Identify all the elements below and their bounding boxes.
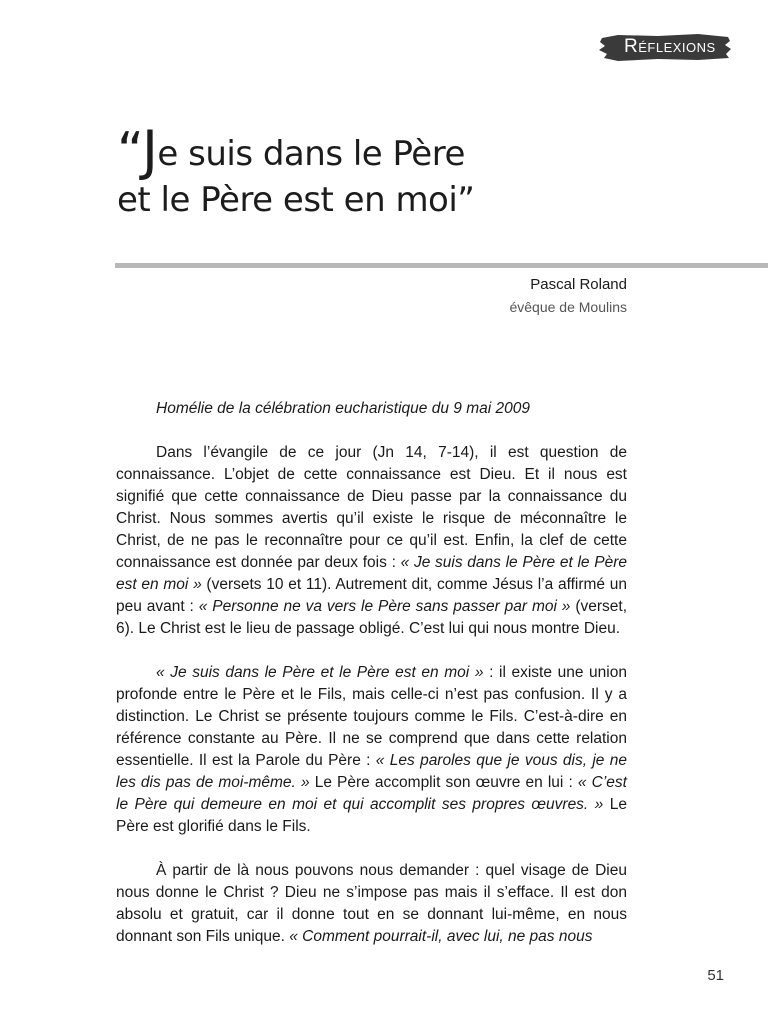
page-number: 51 — [707, 967, 724, 984]
p2-text-f: Le Père est glorifié dans le Fils. — [116, 796, 627, 835]
homily-subtitle: Homélie de la célébration eucharistique du 9 mai 2009 — [156, 400, 530, 417]
p2-text-b: : il existe une union profonde entre le Père et le Fils, mais celle-ci n’est pas confusion. Il y a distinction. Le Christ se présente toujours comme le Fils. C’est-à-dire en référence constante au Père. Il ne se comprend que dans cette relation essentielle. Il est la Parole du Père : — [116, 664, 627, 769]
p1-text-a: Dans l’évangile de ce jour (Jn 14, 7-14), il est question de connaissance. L’objet de cette connaissance est Dieu. Et il nous est signifié que cette connaissance de Dieu passe par la connaissance du Christ. Nous sommes avertis qu’il existe le risque de méconnaître le Christ, de ne pas le reconnaître pour ce qu’il est. Enfin, la clef de cette connaissance est donnée par deux fois : — [116, 444, 627, 571]
p1-quote-b: « Je suis dans le Père et le Père est en moi » — [116, 554, 627, 593]
article-body — [116, 398, 627, 970]
section-tag — [598, 32, 732, 62]
title-line-1: e suis dans le Père — [157, 134, 465, 174]
p3-text-a: À partir de là nous pouvons nous demander : quel visage de Dieu nous donne le Christ ? Dieu ne s’impose pas mais il s’efface. Il est don absolu et gratuit, car il donne tout en se donnant lui-même, en nous donnant son Fils unique. — [116, 862, 627, 945]
title-divider — [115, 263, 768, 268]
p2-quote-c: « Les paroles que je vous dis, je ne les dis pas de moi-même. » — [116, 752, 627, 791]
paragraph-3 — [116, 860, 627, 948]
title-open-quote: “ — [117, 122, 142, 182]
p2-text-d: Le Père accomplit son œuvre en lui : — [309, 774, 578, 791]
p1-quote-d: « Personne ne va vers le Père sans passer par moi » — [198, 598, 571, 615]
p2-quote-a: « Je suis dans le Père et le Père est en moi » — [156, 664, 484, 681]
title-line-2: et le Père est en moi” — [117, 180, 475, 220]
paragraph-2 — [116, 662, 627, 838]
p3-quote-b: « Comment pourrait-il, avec lui, ne pas nous — [289, 928, 593, 945]
p1-text-e: (verset, 6). Le Christ est le lieu de passage obligé. C’est lui qui nous montre Dieu. — [116, 598, 627, 637]
paragraph-1 — [116, 442, 627, 640]
title-drop-letter: J — [141, 119, 158, 182]
article-title — [117, 119, 475, 223]
p2-quote-e: « C’est le Père qui demeure en moi et qui accomplit ses propres œuvres. » — [116, 774, 627, 813]
author-affiliation: évêque de Moulins — [509, 299, 627, 315]
p1-text-c: (versets 10 et 11). Autrement dit, comme Jésus l’a affirmé un peu avant : — [116, 576, 628, 615]
section-tag-label: Réflexions — [624, 36, 716, 57]
author-block — [509, 274, 627, 318]
author-name: Pascal Roland — [530, 276, 627, 293]
